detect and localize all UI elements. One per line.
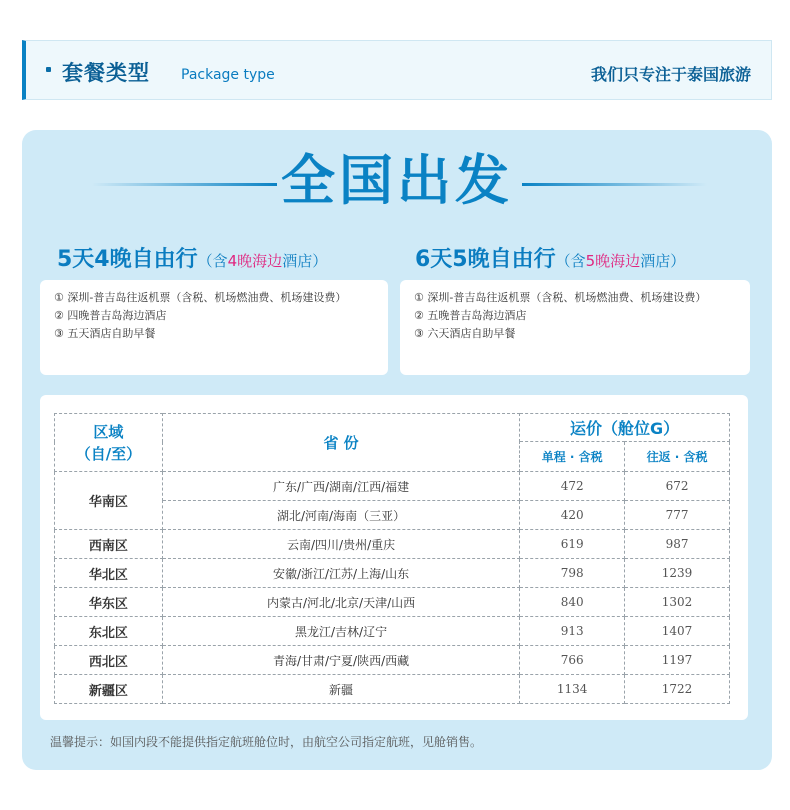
- package-item: ② 五晚普吉岛海边酒店: [414, 309, 527, 322]
- section-header: [22, 40, 772, 100]
- table-row: [55, 617, 730, 646]
- table-row: [55, 675, 730, 704]
- table-row: [55, 646, 730, 675]
- province-cell: 内蒙古/河北/北京/天津/山西: [162, 588, 519, 617]
- table-row: [55, 559, 730, 588]
- province-cell: 湖北/河南/海南（三亚）: [162, 501, 519, 530]
- roundtrip-fare-cell: 1407: [625, 617, 730, 646]
- package-item: ① 深圳-普吉岛往返机票（含税、机场燃油费、机场建设费）: [414, 291, 707, 304]
- package-item: ③ 五天酒店自助早餐: [54, 327, 156, 340]
- package-title-6d5n: [415, 242, 685, 273]
- oneway-fare-cell: 1134: [520, 675, 625, 704]
- package-note-open: （含: [197, 252, 228, 270]
- roundtrip-fare-cell: 1197: [625, 646, 730, 675]
- oneway-fare-cell: 420: [520, 501, 625, 530]
- section-title: 套餐类型: [62, 61, 150, 85]
- table-row: [55, 472, 730, 501]
- departure-banner: [22, 148, 772, 218]
- table-row: [55, 588, 730, 617]
- bullet-icon: [46, 67, 51, 72]
- slogan: 我们只专注于泰国旅游: [590, 65, 751, 84]
- fare-table: [54, 413, 730, 704]
- package-note-close: 酒店）: [282, 252, 328, 270]
- header-oneway: 单程 · 含税: [520, 442, 625, 472]
- package-name: 6天5晚自由行: [415, 247, 556, 272]
- province-cell: 青海/甘肃/宁夏/陕西/西藏: [162, 646, 519, 675]
- package-item: ① 深圳-普吉岛往返机票（含税、机场燃油费、机场建设费）: [54, 291, 347, 304]
- package-note: [556, 252, 686, 270]
- oneway-fare-cell: 766: [520, 646, 625, 675]
- roundtrip-fare-cell: 1722: [625, 675, 730, 704]
- roundtrip-fare-cell: 987: [625, 530, 730, 559]
- oneway-fare-cell: 619: [520, 530, 625, 559]
- package-note-close: 酒店）: [640, 252, 686, 270]
- banner-title: 全国出发: [281, 149, 513, 212]
- package-item: ② 四晚普吉岛海边酒店: [54, 309, 167, 322]
- package-card-5d4n: [40, 280, 388, 375]
- package-note-highlight: 4晚海边: [227, 252, 283, 270]
- province-cell: 新疆: [162, 675, 519, 704]
- region-cell: 东北区: [55, 617, 163, 646]
- province-cell: 广东/广西/湖南/江西/福建: [162, 472, 519, 501]
- notice-text: 温馨提示：如国内段不能提供指定航班舱位时，由航空公司指定航班，见舱销售。: [50, 735, 483, 749]
- package-name: 5天4晚自由行: [57, 247, 198, 272]
- package-note-open: （含: [555, 252, 586, 270]
- fare-table-card: [40, 395, 748, 720]
- package-item: ③ 六天酒店自助早餐: [414, 327, 516, 340]
- region-cell: 西北区: [55, 646, 163, 675]
- region-cell: 新疆区: [55, 675, 163, 704]
- header-roundtrip: 往返 · 含税: [625, 442, 730, 472]
- province-cell: 黑龙江/吉林/辽宁: [162, 617, 519, 646]
- province-cell: 安徽/浙江/江苏/上海/山东: [162, 559, 519, 588]
- roundtrip-fare-cell: 777: [625, 501, 730, 530]
- header-region: [55, 414, 163, 472]
- header-fare: 运价（舱位G）: [520, 414, 730, 442]
- package-title-5d4n: [57, 242, 327, 273]
- roundtrip-fare-cell: 1302: [625, 588, 730, 617]
- oneway-fare-cell: 472: [520, 472, 625, 501]
- banner-divider-left: [92, 183, 277, 186]
- section-subtitle: Package type: [181, 67, 275, 83]
- header-region-line2: （自/至）: [75, 444, 142, 463]
- package-note: [198, 252, 328, 270]
- oneway-fare-cell: 798: [520, 559, 625, 588]
- header-region-line1: 区域: [93, 422, 124, 441]
- banner-divider-right: [522, 183, 707, 186]
- package-card-6d5n: [400, 280, 750, 375]
- region-cell: 华北区: [55, 559, 163, 588]
- oneway-fare-cell: 913: [520, 617, 625, 646]
- region-cell: 西南区: [55, 530, 163, 559]
- package-note-highlight: 5晚海边: [585, 252, 641, 270]
- province-cell: 云南/四川/贵州/重庆: [162, 530, 519, 559]
- table-row: [55, 530, 730, 559]
- oneway-fare-cell: 840: [520, 588, 625, 617]
- header-province: 省 份: [162, 414, 519, 472]
- roundtrip-fare-cell: 672: [625, 472, 730, 501]
- region-cell: 华南区: [55, 472, 163, 530]
- region-cell: 华东区: [55, 588, 163, 617]
- package-panel: [22, 130, 772, 770]
- roundtrip-fare-cell: 1239: [625, 559, 730, 588]
